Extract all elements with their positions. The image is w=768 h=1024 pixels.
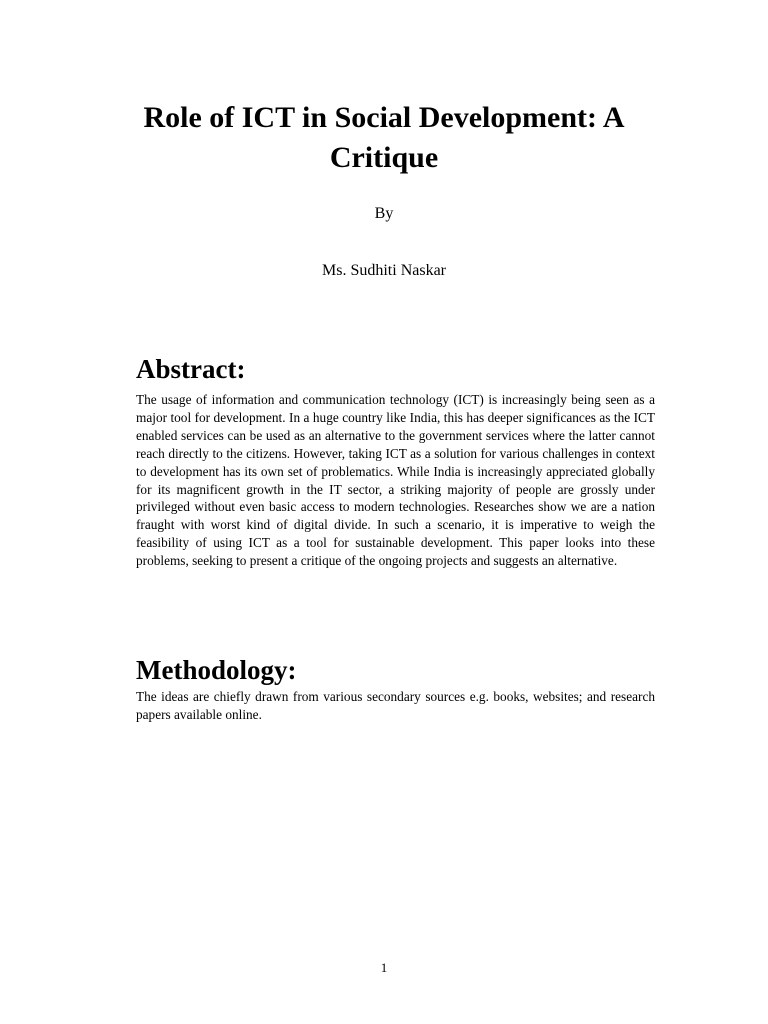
- document-title: Role of ICT in Social Development: A Critique: [143, 101, 625, 174]
- abstract-paragraph: The usage of information and communication technology (ICT) is increasingly being seen as a major tool for development. In a huge country like India, this has deeper significances as the ICT enabled services can be used as an alternative to the government services where the latter cannot reach directly to the citizens. However, taking ICT as a solution for various challenges in context to development has its own set of problematics. While India is increasingly appreciated globally for its magnificent growth in the IT sector, a striking majority of people are grossly under privileged without even basic access to modern technologies. Researches show we are a nation fraught with worst kind of digital divide. In such a scenario, it is imperative to weigh the feasibility of using ICT as a tool for sustainable development. This paper looks into these problems, seeking to present a critique of the ongoing projects and suggests an alternative.: [136, 392, 655, 569]
- methodology-heading: Methodology:: [136, 655, 297, 685]
- abstract-heading: Abstract:: [136, 354, 246, 384]
- author-name: Ms. Sudhiti Naskar: [322, 262, 446, 279]
- by-label: By: [374, 205, 394, 222]
- methodology-paragraph: The ideas are chiefly drawn from various secondary sources e.g. books, websites; and research papers available online.: [136, 689, 655, 722]
- page-number: 1: [380, 960, 388, 975]
